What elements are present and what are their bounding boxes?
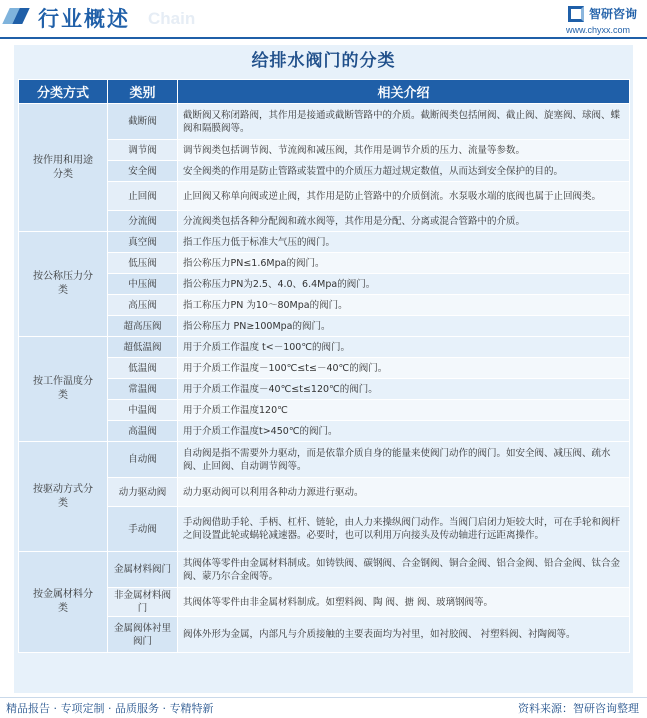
footer-slogan: 精品报告 · 专项定制 · 品质服务 · 专精特新 xyxy=(6,702,214,715)
table-row xyxy=(19,552,630,588)
page-footer xyxy=(0,697,647,718)
table-row xyxy=(19,182,630,211)
valve-type: 超低温阀 xyxy=(108,337,178,358)
table-row xyxy=(19,211,630,232)
valve-description: 指公称压力PN为2.5、4.0、6.4Mpa的阀门。 xyxy=(178,274,630,295)
valve-type: 常温阀 xyxy=(108,379,178,400)
table-header-row xyxy=(19,80,630,104)
valve-description: 止回阀又称单向阀或逆止阀，其作用是防止管路中的介质倒流。水泵吸水端的底阀也属于止回阀类。 xyxy=(178,182,630,211)
header-divider xyxy=(0,37,647,39)
classification-table xyxy=(18,79,630,653)
column-header: 相关介绍 xyxy=(178,80,630,104)
category-group: 按金属材料分类 xyxy=(19,552,108,653)
valve-type: 低压阀 xyxy=(108,253,178,274)
page-header xyxy=(0,0,647,40)
table-row xyxy=(19,379,630,400)
valve-description: 分流阀类包括各种分配阀和疏水阀等，其作用是分配、分离或混合管路中的介质。 xyxy=(178,211,630,232)
category-group: 按作用和用途分类 xyxy=(19,104,108,232)
brand-url[interactable]: www.chyxx.com xyxy=(566,25,631,35)
valve-type: 安全阀 xyxy=(108,161,178,182)
footer-source: 资料来源：智研咨询整理 xyxy=(518,702,639,715)
section-title: 行业概述 xyxy=(38,7,130,31)
valve-description: 其阀体等零件由金属材料制成。如铸铁阀、碳钢阀、合金钢阀、铜合金阀、铝合金阀、铅合金阀、钛合金阀、蒙乃尔合金阀等。 xyxy=(178,552,630,588)
valve-description: 动力驱动阀可以利用各种动力源进行驱动。 xyxy=(178,478,630,507)
table-row xyxy=(19,478,630,507)
table-body xyxy=(19,104,630,653)
valve-description: 用于介质工作温度 t<－100℃的阀门。 xyxy=(178,337,630,358)
table-row xyxy=(19,400,630,421)
valve-description: 截断阀又称闭路阀，其作用是接通或截断管路中的介质。截断阀类包括闸阀、截止阀、旋塞阀、球阀、蝶阀和隔膜阀等。 xyxy=(178,104,630,140)
table-title: 给排水阀门的分类 xyxy=(251,51,396,71)
table-row xyxy=(19,442,630,478)
table-row xyxy=(19,358,630,379)
valve-description: 用于介质工作温度－100℃≤t≤－40℃的阀门。 xyxy=(178,358,630,379)
table-row xyxy=(19,507,630,552)
table-row xyxy=(19,253,630,274)
valve-description: 调节阀类包括调节阀、节流阀和减压阀，其作用是调节介质的压力、流量等参数。 xyxy=(178,140,630,161)
valve-type: 中温阀 xyxy=(108,400,178,421)
table-row xyxy=(19,337,630,358)
valve-description: 指工作压力低于标准大气压的阀门。 xyxy=(178,232,630,253)
table-row xyxy=(19,274,630,295)
valve-description: 安全阀类的作用是防止管路或装置中的介质压力超过规定数值，从而达到安全保护的目的。 xyxy=(178,161,630,182)
valve-description: 手动阀借助手轮、手柄、杠杆、链轮，由人力来操纵阀门动作。当阀门启闭力矩较大时，可在手轮和阀杆之间设置此轮或蜗轮减速器。必要时，也可以利用万向接头及传动轴进行远距离操作。 xyxy=(178,507,630,552)
table-row xyxy=(19,140,630,161)
valve-type: 分流阀 xyxy=(108,211,178,232)
valve-type: 超高压阀 xyxy=(108,316,178,337)
valve-description: 用于介质工作温度－40℃≤t≤120℃的阀门。 xyxy=(178,379,630,400)
valve-type: 中压阀 xyxy=(108,274,178,295)
valve-type: 高温阀 xyxy=(108,421,178,442)
table-row xyxy=(19,232,630,253)
valve-description: 指工称压力PN 为10～80Mpa的阀门。 xyxy=(178,295,630,316)
category-group: 按驱动方式分类 xyxy=(19,442,108,552)
valve-type: 高压阀 xyxy=(108,295,178,316)
brand-logo-icon xyxy=(568,6,584,22)
valve-description: 自动阀是指不需要外力驱动，而是依靠介质自身的能量来使阀门动作的阀门。如安全阀、减压阀、疏水阀、止回阀、自动调节阀等。 xyxy=(178,442,630,478)
valve-type: 低温阀 xyxy=(108,358,178,379)
table-row xyxy=(19,617,630,653)
category-group: 按公称压力分类 xyxy=(19,232,108,337)
valve-description: 其阀体等零件由非金属材料制成。如塑料阀、陶 阀、搪 阀、玻璃钢阀等。 xyxy=(178,588,630,617)
valve-type: 金属阀体衬里阀门 xyxy=(108,617,178,653)
valve-description: 阀体外形为金属，内部凡与介质接触的主要表面均为衬里，如衬胶阀、 衬塑料阀、衬陶阀等。 xyxy=(178,617,630,653)
classification-panel xyxy=(14,45,633,693)
table-row xyxy=(19,316,630,337)
valve-description: 用于介质工作温度120℃ xyxy=(178,400,630,421)
valve-description: 用于介质工作温度t>450℃的阀门。 xyxy=(178,421,630,442)
table-row xyxy=(19,104,630,140)
valve-type: 自动阀 xyxy=(108,442,178,478)
table-row xyxy=(19,421,630,442)
valve-type: 止回阀 xyxy=(108,182,178,211)
footer-divider xyxy=(0,697,647,698)
valve-description: 指公称压力 PN≥100Mpa的阀门。 xyxy=(178,316,630,337)
section-subtitle-watermark: Chain xyxy=(148,9,196,28)
valve-type: 金属材料阀门 xyxy=(108,552,178,588)
valve-type: 手动阀 xyxy=(108,507,178,552)
valve-description: 指公称压力PN≤1.6Mpa的阀门。 xyxy=(178,253,630,274)
category-group: 按工作温度分类 xyxy=(19,337,108,442)
valve-type: 截断阀 xyxy=(108,104,178,140)
valve-type: 非金属材料阀门 xyxy=(108,588,178,617)
valve-type: 调节阀 xyxy=(108,140,178,161)
column-header: 分类方式 xyxy=(19,80,108,104)
column-header: 类别 xyxy=(108,80,178,104)
valve-type: 动力驱动阀 xyxy=(108,478,178,507)
table-row xyxy=(19,588,630,617)
table-row xyxy=(19,295,630,316)
table-row xyxy=(19,161,630,182)
brand-name: 智研咨询 xyxy=(589,7,638,21)
valve-type: 真空阀 xyxy=(108,232,178,253)
